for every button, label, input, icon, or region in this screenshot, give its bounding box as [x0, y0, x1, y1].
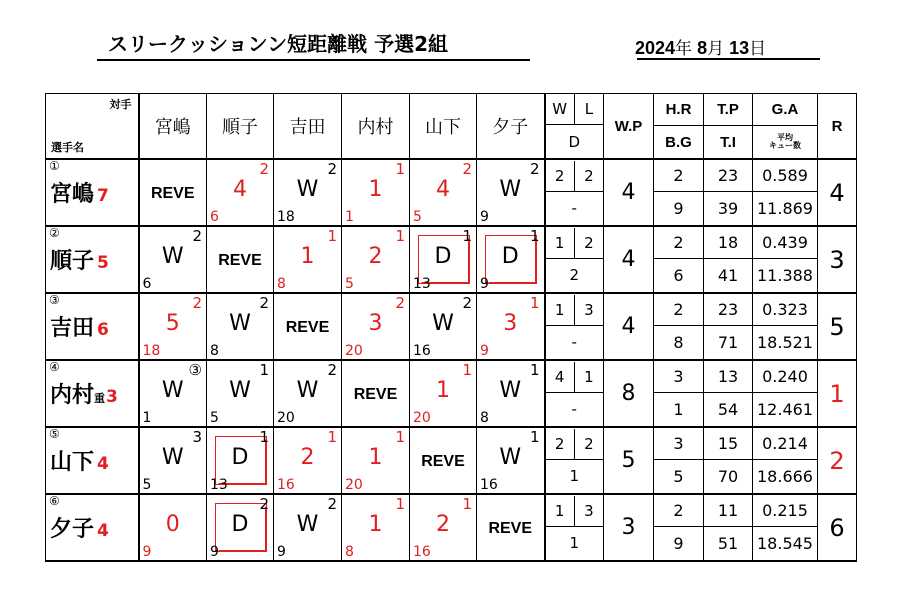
total-innings: 54 — [704, 393, 753, 428]
match-innings: 2 — [395, 294, 405, 312]
win-points: 4 — [604, 159, 654, 226]
header-d: D — [568, 132, 581, 151]
match-innings: 1 — [529, 227, 540, 245]
match-innings: 2 — [327, 495, 337, 513]
match-result: W — [499, 445, 522, 470]
rank: 2 — [818, 427, 857, 494]
wins: 1 — [546, 228, 575, 258]
rank: 5 — [818, 293, 857, 360]
match-result: 5 — [165, 311, 180, 336]
match-result: 1 — [368, 512, 383, 537]
player-row-top — [46, 293, 857, 326]
match-result: W — [229, 311, 251, 336]
match-result: 1 — [300, 244, 315, 269]
best-game: 9 — [654, 192, 704, 227]
match-result: 4 — [436, 177, 450, 202]
match-score: 20 — [277, 410, 295, 426]
match-cell — [207, 427, 274, 494]
match-innings: 1 — [462, 227, 472, 245]
best-game: 9 — [654, 527, 704, 562]
match-innings: 1 — [529, 428, 540, 446]
win-points: 5 — [604, 427, 654, 494]
match-cell — [477, 226, 545, 293]
draws: 1 — [569, 467, 580, 485]
match-cell — [139, 226, 207, 293]
reve-cell — [477, 494, 545, 561]
total-points: 18 — [704, 226, 753, 259]
win-points: 3 — [604, 494, 654, 561]
header-hr: H.R — [654, 94, 704, 126]
match-innings: 2 — [327, 361, 337, 379]
match-cell — [207, 159, 274, 226]
wl-pair — [546, 429, 604, 460]
player-name-text: 山下 — [50, 450, 95, 475]
wl-pair — [546, 161, 604, 192]
player-name-text: 宮嶋 — [50, 182, 95, 207]
header-opponent: 吉田 — [274, 94, 342, 160]
match-cell — [274, 494, 342, 561]
match-innings: 2 — [192, 227, 202, 245]
score-table — [45, 93, 857, 562]
match-cell — [139, 427, 207, 494]
best-game: 5 — [654, 460, 704, 495]
losses: 2 — [584, 233, 594, 252]
match-result: W — [296, 378, 319, 403]
wld-cell — [545, 226, 604, 293]
player-name — [50, 512, 109, 543]
match-cell — [274, 427, 342, 494]
date-day: 13 — [729, 38, 750, 58]
player-name-text: 順子 — [50, 249, 95, 274]
general-average: 0.323 — [753, 293, 818, 326]
total-points: 13 — [704, 360, 753, 393]
handicap: 7 — [97, 186, 109, 206]
high-run: 2 — [654, 226, 704, 259]
player-row-top — [46, 226, 857, 259]
total-innings: 70 — [704, 460, 753, 495]
losses: 3 — [584, 300, 594, 319]
match-result: W — [432, 311, 454, 336]
total-points: 23 — [704, 159, 753, 192]
match-score: 18 — [277, 209, 295, 225]
player-name — [50, 311, 109, 342]
match-cell — [207, 360, 274, 427]
match-result: W — [296, 512, 319, 537]
header-w: W — [546, 94, 575, 124]
losses: 3 — [584, 501, 594, 520]
player-row-top — [46, 494, 857, 527]
player-row-top — [46, 360, 857, 393]
average-cues: 18.666 — [753, 460, 818, 495]
draws: 1 — [569, 534, 580, 552]
match-score: 9 — [480, 343, 489, 359]
header-opponent: 夕子 — [477, 94, 545, 160]
header-avg-line2: キュー数 — [769, 141, 801, 151]
reve-cell — [410, 427, 477, 494]
wl-pair — [546, 295, 604, 326]
date-month: 8 — [697, 38, 708, 58]
match-cell — [477, 293, 545, 360]
player-cell — [46, 226, 139, 293]
high-run: 3 — [654, 427, 704, 460]
score-table-body — [46, 94, 857, 562]
page-title: スリークッションン短距離戦 予選2組 — [108, 32, 448, 56]
reve-label: REVE — [285, 319, 330, 336]
wins: 1 — [546, 496, 575, 526]
reve-label: REVE — [353, 386, 398, 403]
handicap: 5 — [97, 253, 109, 273]
header-ga: G.A — [753, 94, 818, 126]
match-cell — [477, 427, 545, 494]
player-number: ① — [49, 159, 60, 173]
header-opponent: 順子 — [207, 94, 274, 160]
match-innings: 2 — [529, 160, 540, 178]
match-score: 8 — [480, 410, 489, 426]
match-score: 5 — [210, 410, 219, 426]
reve-label: REVE — [150, 185, 195, 202]
match-score: 8 — [210, 343, 219, 359]
handicap-prefix: 重 — [94, 392, 106, 405]
match-result: W — [161, 378, 184, 403]
player-name-text: 夕子 — [50, 517, 95, 542]
match-score: 20 — [413, 410, 431, 426]
match-score: 6 — [142, 276, 152, 292]
match-score: 9 — [277, 544, 286, 560]
general-average: 0.589 — [753, 159, 818, 192]
match-innings: 2 — [192, 294, 202, 312]
total-innings: 71 — [704, 326, 753, 361]
match-result: 2 — [300, 445, 315, 470]
match-cell — [477, 360, 545, 427]
rank: 6 — [818, 494, 857, 561]
match-score: 1 — [142, 410, 152, 426]
match-result: 2 — [368, 244, 383, 269]
player-number: ④ — [49, 360, 60, 374]
date-day-unit: 日 — [749, 39, 767, 58]
match-result: W — [499, 177, 522, 202]
draws: 2 — [569, 266, 580, 284]
date-year: 2024 — [635, 38, 676, 58]
match-result: 1 — [436, 378, 450, 403]
handicap: 3 — [106, 387, 118, 407]
player-cell — [46, 293, 139, 360]
wins: 2 — [546, 161, 575, 191]
date-underline — [637, 58, 820, 60]
player-number: ⑤ — [49, 427, 60, 441]
wld-cell — [545, 427, 604, 494]
match-innings: 1 — [529, 294, 540, 312]
match-cell — [342, 494, 410, 561]
rank: 4 — [818, 159, 857, 226]
handicap: 4 — [97, 521, 109, 541]
player-name-text: 吉田 — [50, 316, 95, 341]
opponent-label: 対手 — [109, 98, 132, 111]
match-score: 5 — [142, 477, 152, 493]
player-cell — [46, 494, 139, 561]
match-score: 9 — [480, 276, 489, 292]
match-result: 4 — [233, 177, 247, 202]
match-score: 16 — [413, 544, 431, 560]
match-cell — [139, 293, 207, 360]
header-avg — [753, 126, 818, 159]
match-innings: 1 — [395, 495, 405, 513]
high-run: 2 — [654, 159, 704, 192]
match-score: 1 — [345, 209, 354, 225]
match-result: W — [499, 378, 522, 403]
match-result: D — [434, 244, 452, 269]
match-score: 20 — [345, 343, 363, 359]
header-opponent: 内村 — [342, 94, 410, 160]
general-average: 0.215 — [753, 494, 818, 527]
match-cell — [207, 494, 274, 561]
high-run: 2 — [654, 293, 704, 326]
draws: - — [571, 400, 577, 418]
match-innings: 1 — [395, 428, 405, 446]
player-cell — [46, 159, 139, 226]
handicap: 4 — [97, 454, 109, 474]
match-score: 16 — [413, 343, 431, 359]
reve-label: REVE — [218, 252, 262, 269]
reve-label: REVE — [488, 520, 533, 537]
win-points: 4 — [604, 226, 654, 293]
player-name — [50, 244, 109, 275]
player-row-top — [46, 159, 857, 192]
player-name — [50, 445, 109, 476]
match-cell — [410, 159, 477, 226]
match-score: 8 — [277, 276, 286, 292]
match-result: W — [296, 177, 319, 202]
header-opponent: 山下 — [410, 94, 477, 160]
match-result: 1 — [368, 445, 383, 470]
total-innings: 41 — [704, 259, 753, 294]
player-number: ⑥ — [49, 494, 60, 508]
match-innings: 2 — [327, 160, 337, 178]
match-innings: 1 — [259, 428, 269, 446]
match-cell — [410, 360, 477, 427]
header-ti: T.I — [704, 126, 753, 159]
general-average: 0.214 — [753, 427, 818, 460]
header-wld — [545, 94, 604, 160]
header-avg-line1: 平均 — [777, 133, 793, 143]
match-innings: 2 — [259, 495, 269, 513]
draws: - — [571, 199, 577, 217]
header-r: R — [818, 94, 857, 160]
match-score: 16 — [480, 477, 498, 493]
reve-label: REVE — [421, 453, 465, 470]
match-cell — [274, 159, 342, 226]
match-innings: ③ — [188, 361, 202, 379]
losses: 1 — [584, 367, 594, 386]
match-result: 3 — [368, 311, 383, 336]
reve-cell — [139, 159, 207, 226]
date-year-unit: 年 — [675, 39, 693, 58]
match-score: 9 — [142, 544, 152, 560]
reve-cell — [342, 360, 410, 427]
handicap: 6 — [97, 320, 109, 340]
match-innings: 1 — [395, 160, 405, 178]
player-label: 選手名 — [51, 141, 84, 154]
corner-cell — [46, 94, 139, 160]
match-result: W — [229, 378, 251, 403]
win-points: 8 — [604, 360, 654, 427]
total-points: 15 — [704, 427, 753, 460]
losses: 2 — [584, 166, 594, 185]
header-tp: T.P — [704, 94, 753, 126]
match-result: D — [501, 244, 519, 269]
page-date — [635, 34, 766, 59]
best-game: 6 — [654, 259, 704, 294]
average-cues: 12.461 — [753, 393, 818, 428]
average-cues: 18.545 — [753, 527, 818, 562]
player-cell — [46, 427, 139, 494]
match-score: 13 — [210, 477, 228, 493]
high-run: 2 — [654, 494, 704, 527]
match-cell — [410, 494, 477, 561]
match-innings: 1 — [327, 227, 337, 245]
total-points: 11 — [704, 494, 753, 527]
average-cues: 11.869 — [753, 192, 818, 227]
wl-pair — [546, 362, 604, 393]
match-cell — [342, 159, 410, 226]
match-score: 16 — [277, 477, 295, 493]
date-month-unit: 月 — [707, 39, 725, 58]
total-points: 23 — [704, 293, 753, 326]
match-innings: 1 — [259, 361, 269, 379]
win-points: 4 — [604, 293, 654, 360]
match-innings: 1 — [462, 495, 472, 513]
match-score: 9 — [480, 209, 489, 225]
wins: 2 — [546, 429, 575, 459]
match-result: 3 — [503, 311, 518, 336]
header-bg: B.G — [654, 126, 704, 159]
player-row-top — [46, 427, 857, 460]
match-innings: 1 — [327, 428, 337, 446]
match-innings: 2 — [462, 160, 472, 178]
player-cell — [46, 360, 139, 427]
match-cell — [410, 293, 477, 360]
wld-cell — [545, 159, 604, 226]
best-game: 1 — [654, 393, 704, 428]
match-cell — [139, 494, 207, 561]
draws: - — [571, 333, 577, 351]
header-l: L — [584, 100, 594, 118]
wld-cell — [545, 360, 604, 427]
match-cell — [342, 226, 410, 293]
match-cell — [274, 360, 342, 427]
title-underline — [97, 59, 530, 61]
match-result: D — [231, 445, 249, 470]
match-cell — [410, 226, 477, 293]
header-opponent: 宮嶋 — [139, 94, 207, 160]
match-result: W — [161, 244, 184, 269]
high-run: 3 — [654, 360, 704, 393]
player-name-text: 内村 — [50, 383, 95, 408]
rank: 1 — [818, 360, 857, 427]
match-result: 1 — [368, 177, 383, 202]
match-cell — [342, 427, 410, 494]
match-score: 8 — [345, 544, 354, 560]
player-name — [50, 177, 109, 208]
match-score: 20 — [345, 477, 363, 493]
match-result: 2 — [436, 512, 450, 537]
average-cues: 11.388 — [753, 259, 818, 294]
match-innings: 1 — [529, 361, 540, 379]
player-number: ③ — [49, 293, 60, 307]
match-innings: 2 — [259, 294, 269, 312]
general-average: 0.240 — [753, 360, 818, 393]
player-name — [50, 378, 118, 409]
match-result: W — [161, 445, 184, 470]
player-number: ② — [49, 226, 60, 240]
best-game: 8 — [654, 326, 704, 361]
rank: 3 — [818, 226, 857, 293]
match-result: D — [231, 512, 249, 537]
wld-cell — [545, 494, 604, 561]
match-score: 5 — [413, 209, 422, 225]
match-score: 6 — [210, 209, 219, 225]
match-cell — [342, 293, 410, 360]
total-innings: 39 — [704, 192, 753, 227]
wld-cell — [545, 293, 604, 360]
match-innings: 2 — [462, 294, 472, 312]
average-cues: 18.521 — [753, 326, 818, 361]
header-wp: W.P — [604, 94, 654, 160]
wl-pair — [546, 228, 604, 259]
losses: 2 — [584, 434, 594, 453]
match-score: 13 — [413, 276, 431, 292]
reve-cell — [207, 226, 274, 293]
match-innings: 3 — [192, 428, 202, 446]
general-average: 0.439 — [753, 226, 818, 259]
match-score: 5 — [345, 276, 354, 292]
match-result: 0 — [165, 512, 180, 537]
match-score: 9 — [210, 544, 219, 560]
match-cell — [207, 293, 274, 360]
match-cell — [477, 159, 545, 226]
match-cell — [274, 226, 342, 293]
match-innings: 1 — [395, 227, 405, 245]
reve-cell — [274, 293, 342, 360]
match-innings: 2 — [259, 160, 269, 178]
wins: 4 — [546, 362, 575, 392]
match-cell — [139, 360, 207, 427]
header-row-1 — [46, 94, 857, 126]
wins: 1 — [546, 295, 575, 325]
wl-pair — [546, 496, 604, 527]
match-score: 18 — [142, 343, 161, 359]
match-innings: 1 — [462, 361, 472, 379]
total-innings: 51 — [704, 527, 753, 562]
